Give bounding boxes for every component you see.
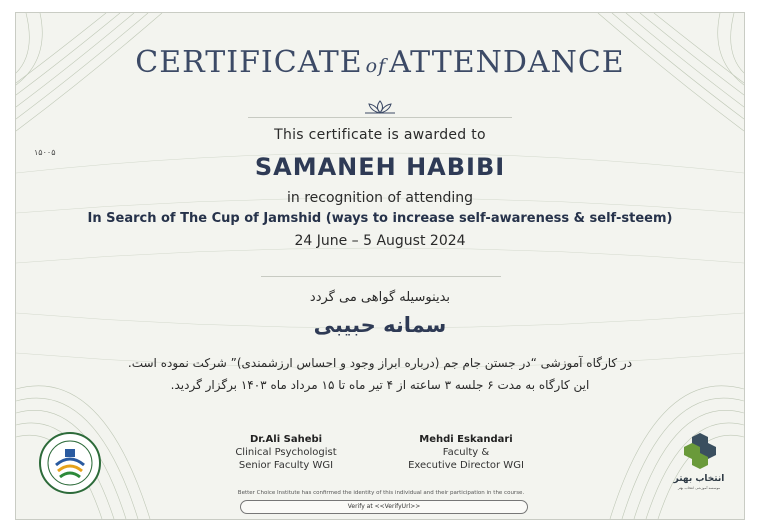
- signatory-2-name: Mehdi Eskandari: [419, 434, 513, 445]
- persian-line-1: در کارگاه آموزشی “در جستن جام جم (درباره ابراز وجود و احساس ارزشمندی)” شرکت نموده است.: [127, 356, 633, 370]
- logo-right-subtext: موسسه آموزشی انتخاب بهتر: [677, 486, 721, 490]
- logo-right-text: انتخاب بهتر: [673, 474, 725, 484]
- title-of: of: [365, 55, 387, 77]
- persian-intro: بدینوسیله گواهی می گردد: [309, 290, 451, 305]
- title-certificate: CERTIFICATE: [135, 45, 363, 80]
- signatory-2: [396, 433, 536, 472]
- persian-line-2: این کارگاه به مدت ۶ جلسه ۳ ساعته از ۴ تیر ماه تا ۱۵ مرداد ماه ۱۴۰۳ برگزار گردید.: [170, 378, 590, 392]
- signatory-2-role: Executive Director WGI: [408, 460, 524, 471]
- course-title: In Search of The Cup of Jamshid (ways to increase self-awareness & self-steem): [87, 211, 673, 226]
- left-institute-seal-icon: [38, 431, 102, 495]
- signatory-1: [221, 433, 351, 472]
- signatory-2-title: Faculty &: [442, 447, 490, 458]
- divider-middle: [261, 276, 501, 277]
- better-choice-logo-icon: [670, 433, 728, 495]
- title-attendance: ATTENDANCE: [389, 45, 625, 80]
- side-code: ۱۵۰۰۵: [34, 148, 56, 157]
- footnote: Better Choice Institute has confirmed the identity of this individual and their participation in the course.: [237, 490, 525, 496]
- verify-link[interactable]: Verify at <<VerifyUrl>>: [240, 500, 528, 514]
- signatory-1-title: Clinical Psychologist: [235, 447, 337, 458]
- persian-recipient-name: سمانه حبیبی: [313, 313, 447, 337]
- recognition-text: in recognition of attending: [287, 190, 473, 206]
- guilloche-background: [16, 13, 744, 519]
- signatory-1-name: Dr.Ali Sahebi: [249, 434, 323, 445]
- recipient-name: SAMANEH HABIBI: [254, 153, 506, 181]
- signatory-1-role: Senior Faculty WGI: [238, 460, 334, 471]
- award-intro: This certificate is awarded to: [274, 127, 486, 143]
- course-dates: 24 June – 5 August 2024: [294, 233, 466, 249]
- certificate-title: [16, 45, 744, 80]
- lotus-ornament-icon: [361, 99, 399, 115]
- divider-top: [248, 117, 512, 118]
- certificate: [15, 12, 745, 520]
